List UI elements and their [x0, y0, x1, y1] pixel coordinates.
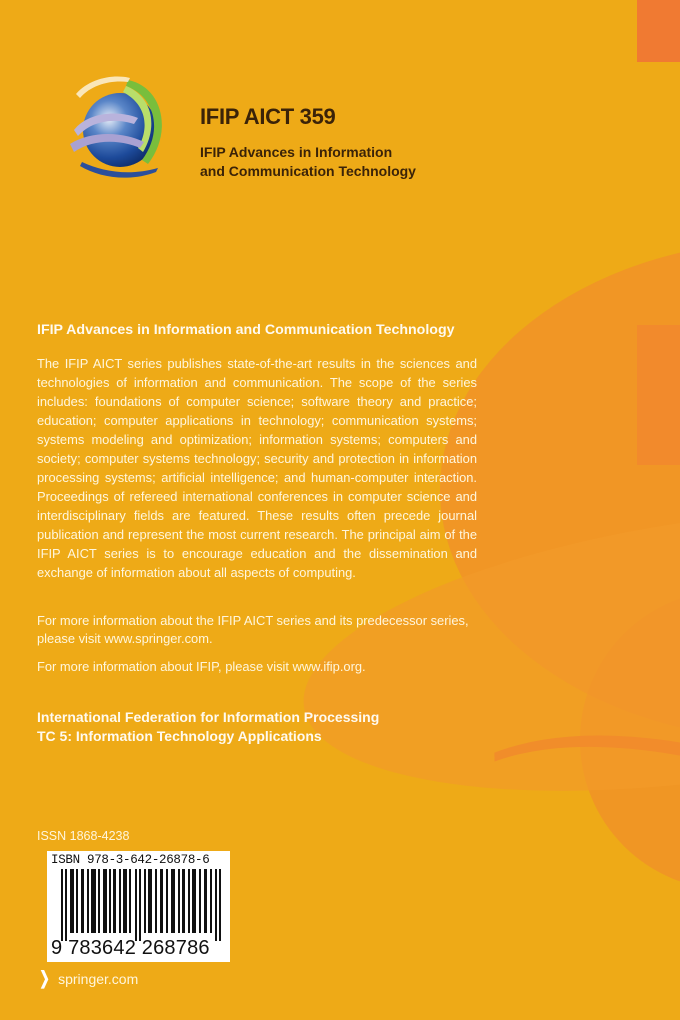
- info-springer: For more information about the IFIP AICT series and its predecessor series, please visit www.springer.com.: [37, 613, 469, 646]
- publisher-link-label[interactable]: springer.com: [58, 970, 139, 987]
- series-title: IFIP AICT 359: [200, 104, 336, 129]
- series-description: [37, 322, 477, 582]
- more-info: [37, 612, 497, 686]
- publisher-link[interactable]: [37, 968, 138, 989]
- orange-edge-bar-top: [637, 0, 680, 62]
- series-subtitle: [200, 143, 416, 181]
- description-body: The IFIP AICT series publishes state-of-the-art results in the sciences and technologies of information and communication. The scope of the series includes: foundations of computer science; software theory and practice; education; computer applications in technology; communication systems; systems modeling and optimization; information systems; computers and society; computer systems technology; security and protection in information processing systems; artificial intelligence; and human-computer interaction. Proceedings of refereed international conferences in computer science and interdisciplinary fields are featured. These results often precede journal publication and represent the most current research. The principal aim of the IFIP AICT series is to encourage education and the dissemination and exchange of information about all aspects of computing.: [37, 356, 477, 580]
- organization: [37, 708, 379, 746]
- issn-label: ISSN 1868-4238: [37, 829, 130, 843]
- organization-name: International Federation for Information Processing: [37, 709, 380, 725]
- isbn-label: ISBN 978-3-642-26878-6: [51, 853, 210, 867]
- ean-number: 9 783642 268786: [51, 937, 210, 959]
- technical-committee: TC 5: Information Technology Applications: [37, 728, 322, 744]
- globe-swirl-logo-icon: [68, 72, 176, 184]
- series-subtitle-line2: and Communication Technology: [200, 163, 416, 179]
- chevron-right-icon: ❯: [39, 968, 50, 988]
- info-ifip: For more information about IFIP, please visit www.ifip.org.: [37, 659, 366, 674]
- series-subtitle-line1: IFIP Advances in Information: [200, 144, 393, 160]
- section-title: IFIP Advances in Information and Communication Technology: [37, 322, 455, 338]
- barcode-icon: [61, 869, 221, 941]
- isbn-barcode: [47, 851, 230, 962]
- orange-edge-bar-middle: [637, 325, 680, 465]
